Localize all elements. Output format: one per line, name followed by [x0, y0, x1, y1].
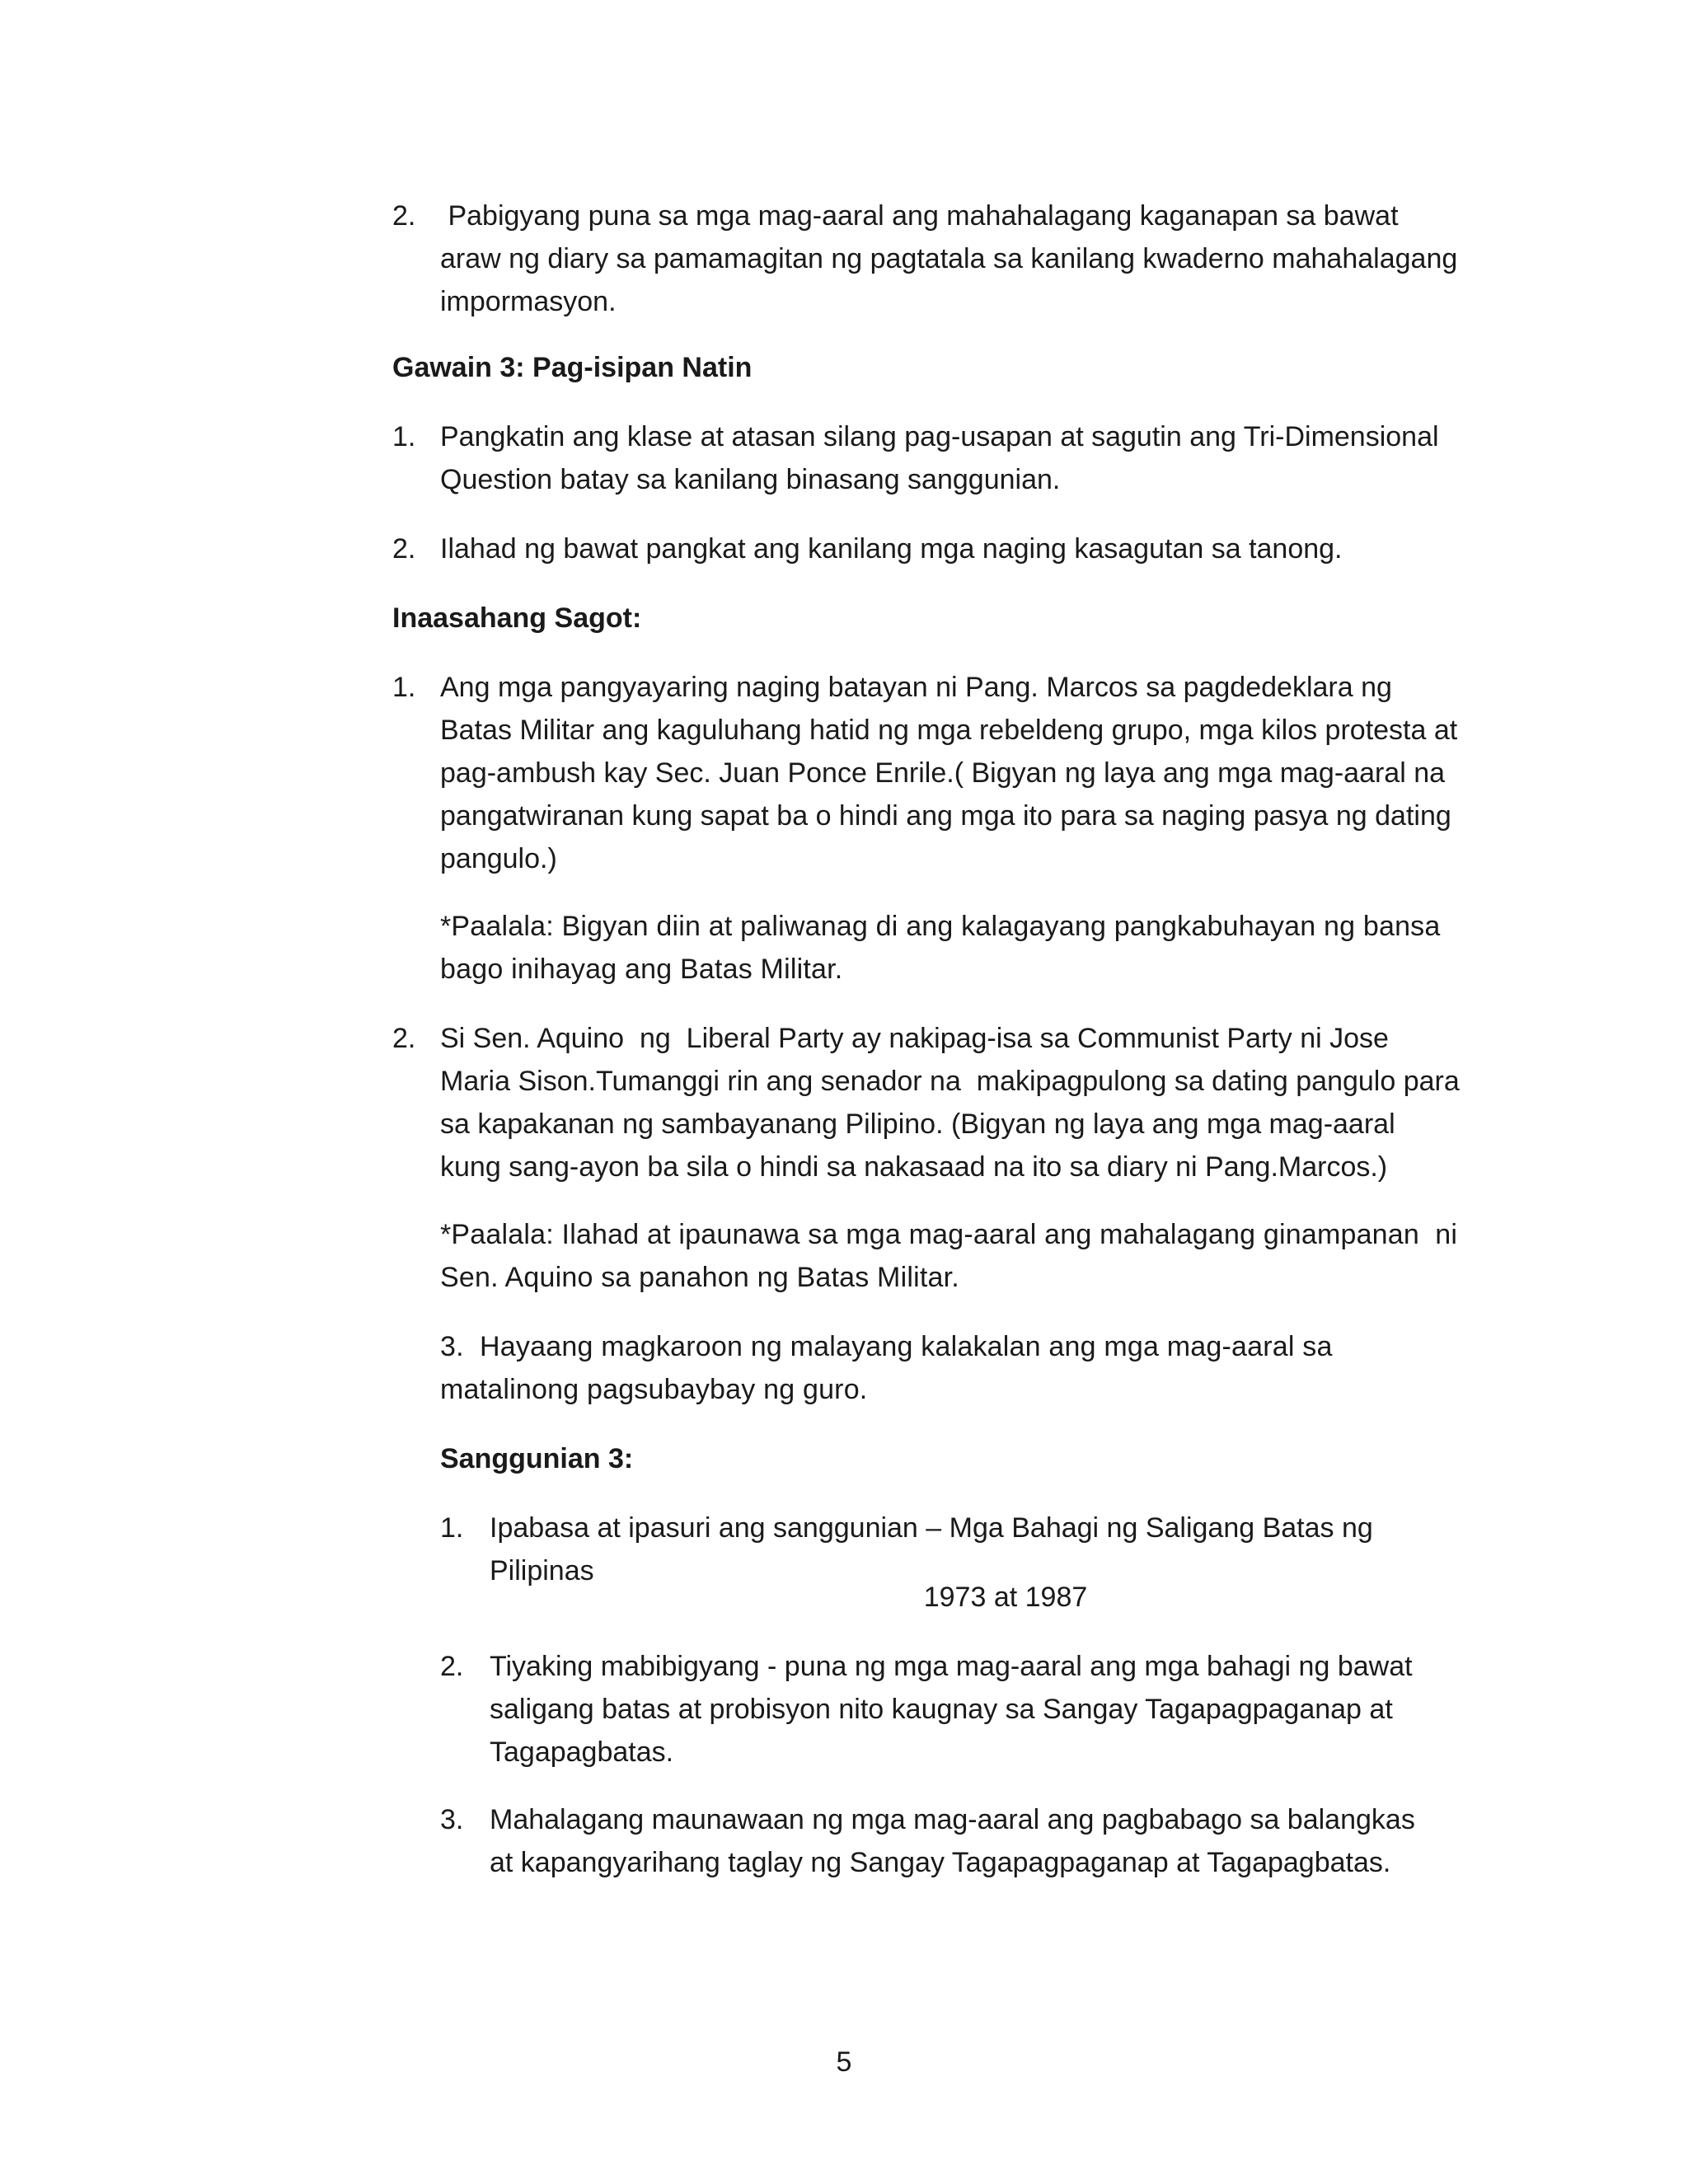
list-number: 2. [440, 1651, 464, 1682]
note-text: *Paalala: Bigyan diin at paliwanag di ang kalagayang pangkabuhayan ng bansa bago inihayag ang Batas Militar. [440, 911, 1441, 985]
page-number: 5 [836, 2046, 852, 2078]
list-text: Ilahad ng bawat pangkat ang kanilang mga naging kasagutan sa tanong. [440, 533, 1343, 565]
list-text: 3. Hayaang magkaroon ng malayang kalakalan ang mga mag-aaral sa matalinong pagsubaybay ng guro. [440, 1331, 1341, 1405]
list-number: 2. [392, 533, 416, 565]
list-text: Si Sen. Aquino ng Liberal Party ay nakipag-isa sa Communist Party ni Jose Maria Sison.Tumanggi rin ang senador na makipagpulong sa dating pangulo para sa kapakanan ng sambayanang Pilipino. (Bigyan ng laya ang mga mag-aaral kung sang-ayon ba sila o hindi sa nakasaad na ito sa diary ni Pang.Marcos.) [440, 1023, 1468, 1183]
years-line: 1973 at 1987 [923, 1582, 1088, 1613]
section-heading-sanggunian: Sanggunian 3: [440, 1443, 634, 1474]
list-number: 2. [392, 1023, 416, 1054]
list-text: Pangkatin ang klase at atasan silang pag-usapan at sagutin ang Tri-Dimensional Question batay sa kanilang binasang sanggunian. [440, 421, 1439, 495]
list-text: Pabigyang puna sa mga mag-aaral ang mahahalagang kaganapan sa bawat araw ng diary sa pamamagitan ng pagtatala sa kanilang kwaderno mahahalagang impormasyon. [440, 200, 1465, 317]
list-text: Tiyaking mabibigyang - puna ng mga mag-aaral ang mga bahagi ng bawat saligang batas at probisyon nito kaugnay sa Sangay Tagapagpaganap at Tagapagbatas. [490, 1651, 1413, 1768]
section-heading-inaasahang-sagot: Inaasahang Sagot: [392, 602, 642, 634]
section-heading-gawain: Gawain 3: Pag-isipan Natin [392, 352, 753, 383]
list-number: 3. [440, 1804, 464, 1835]
list-number: 1. [392, 672, 416, 703]
note-text: *Paalala: Ilahad at ipaunawa sa mga mag-aaral ang mahalagang ginampanan ni Sen. Aquino sa panahon ng Batas Militar. [440, 1219, 1465, 1293]
list-text: Mahalagang maunawaan ng mga mag-aaral ang pagbabago sa balangkas at kapangyarihang taglay ng Sangay Tagapagpaganap at Tagapagbatas. [490, 1804, 1415, 1878]
list-number: 1. [440, 1512, 464, 1544]
list-number: 1. [392, 421, 416, 452]
list-number: 2. [392, 200, 416, 232]
list-text: Ipabasa at ipasuri ang sanggunian – Mga Bahagi ng Saligang Batas ng Pilipinas [490, 1512, 1373, 1586]
list-text: Ang mga pangyayaring naging batayan ni Pang. Marcos sa pagdedeklara ng Batas Militar ang kaguluhang hatid ng mga rebeldeng grupo, mga kilos protesta at pag-ambush kay Sec. Juan Ponce Enrile.( Bigyan ng laya ang mga mag-aaral na pangatwiranan kung sapat ba o hindi ang mga ito para sa naging pasya ng dating pangulo.) [440, 672, 1458, 874]
